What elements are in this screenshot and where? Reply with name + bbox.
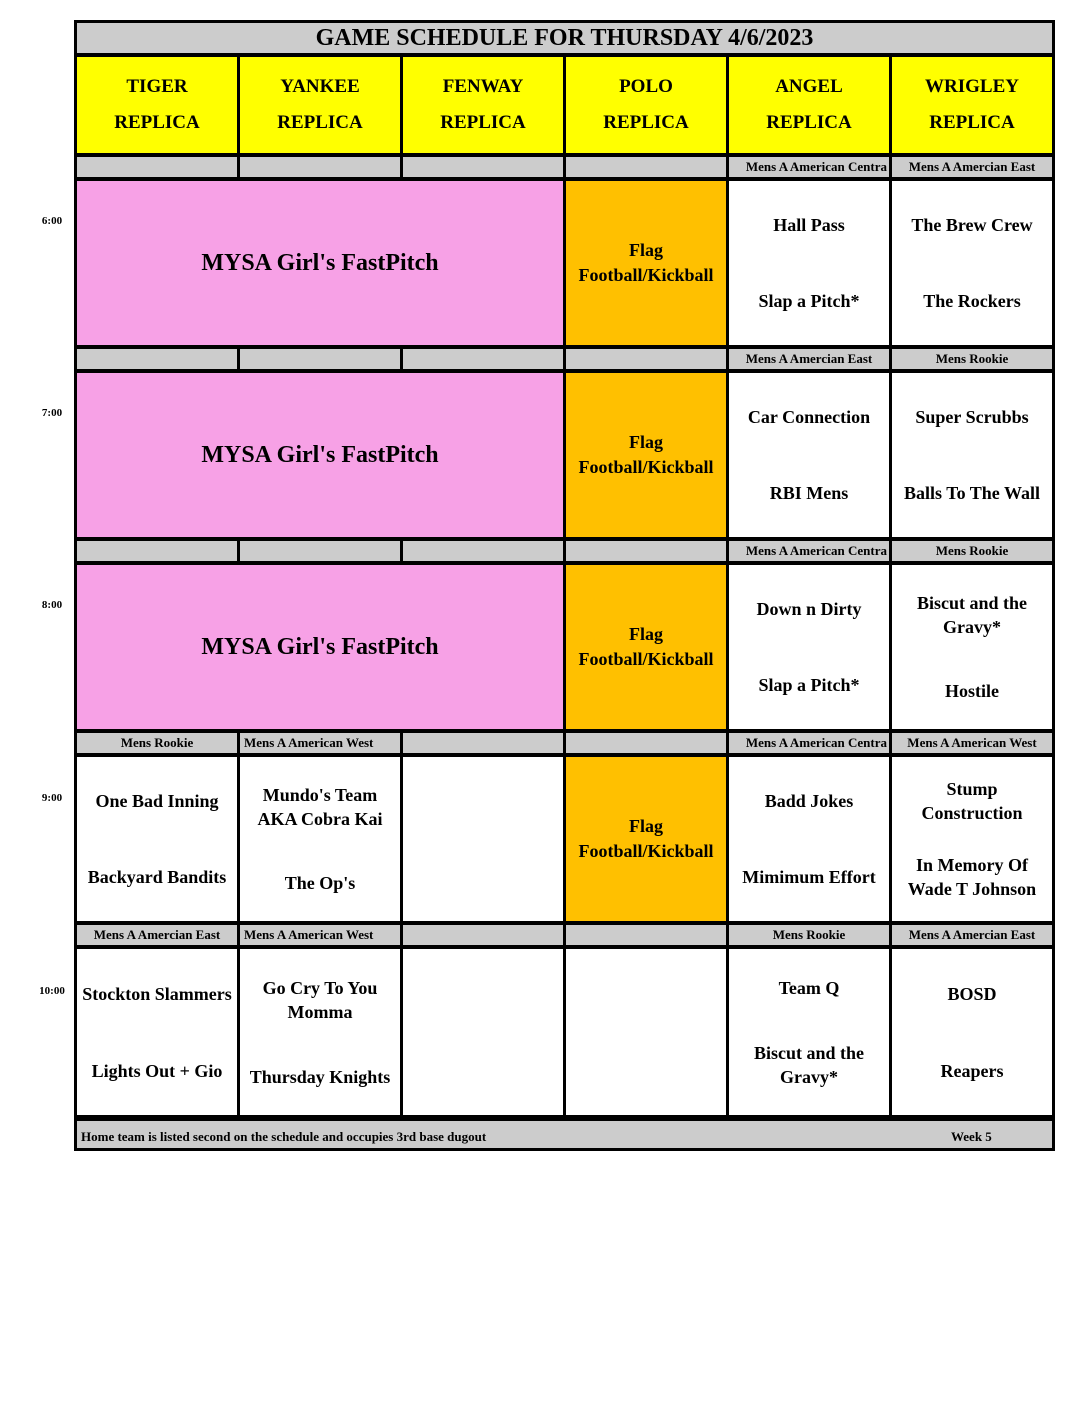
away-team: Down n Dirty: [756, 599, 862, 619]
away-team: Biscut and the Gravy*: [916, 593, 1028, 637]
field-name: ANGEL: [775, 76, 843, 97]
page-title: GAME SCHEDULE FOR THURSDAY 4/6/2023: [74, 20, 1055, 56]
flag-football-block: Flag Football/Kickball: [563, 178, 729, 348]
field-header-tiger: [74, 54, 240, 156]
game-cell-angel: [726, 946, 892, 1118]
home-team: In Memory Of Wade T Johnson: [907, 855, 1037, 899]
field-header-wrigley: [889, 54, 1055, 156]
division-label: Mens A Amercian East: [74, 922, 240, 948]
division-label: Mens A American Centra: [726, 154, 892, 180]
away-team: BOSD: [947, 983, 997, 1004]
division-label: [563, 922, 729, 948]
away-team: Mundo's Team AKA Cobra Kai: [257, 785, 383, 829]
division-label: [563, 346, 729, 372]
footer-bar: [74, 1118, 1055, 1151]
division-label: [74, 154, 240, 180]
game-cell-wrigley: [889, 178, 1055, 348]
empty-cell-polo: [563, 946, 729, 1118]
home-team: Hostile: [945, 681, 999, 701]
home-team: Reapers: [940, 1060, 1004, 1081]
home-team: Lights Out + Gio: [91, 1060, 223, 1081]
game-cell-wrigley: [889, 370, 1055, 540]
empty-cell-fenway: [400, 754, 566, 924]
division-label: [400, 346, 566, 372]
time-label: 6:00: [41, 215, 63, 227]
game-cell-angel: [726, 178, 892, 348]
division-label: Mens Rookie: [74, 730, 240, 756]
division-label: Mens A Amercian East: [889, 922, 1055, 948]
time-label: 8:00: [41, 599, 63, 611]
time-label: 10:00: [39, 985, 65, 997]
division-label: Mens A American Centra: [726, 730, 892, 756]
division-label: Mens A Amercian East: [889, 154, 1055, 180]
field-sub: REPLICA: [277, 112, 363, 133]
flag-football-block: Flag Football/Kickball: [563, 754, 729, 924]
game-cell-yankee: [237, 946, 403, 1118]
home-team: Backyard Bandits: [87, 867, 227, 887]
division-label: [74, 346, 240, 372]
game-cell-wrigley: [889, 946, 1055, 1118]
time-label: 7:00: [41, 407, 63, 419]
game-cell-wrigley: [889, 754, 1055, 924]
home-team: RBI Mens: [769, 483, 849, 503]
away-team: Stump Construction: [921, 779, 1023, 823]
division-label: [563, 154, 729, 180]
home-team: Balls To The Wall: [904, 483, 1040, 503]
game-cell-angel: [726, 754, 892, 924]
division-label: [400, 730, 566, 756]
game-cell-tiger: [74, 754, 240, 924]
home-team: The Rockers: [923, 291, 1021, 311]
game-cell-yankee: [237, 754, 403, 924]
flag-football-block: Flag Football/Kickball: [563, 370, 729, 540]
field-header-yankee: [237, 54, 403, 156]
division-label: Mens A American Centra: [726, 538, 892, 564]
mysa-block: MYSA Girl's FastPitch: [74, 562, 566, 732]
time-label: 9:00: [41, 792, 63, 804]
home-team: Slap a Pitch*: [758, 291, 860, 311]
field-header-angel: [726, 54, 892, 156]
division-label: Mens A Amercian East: [726, 346, 892, 372]
division-label: [563, 538, 729, 564]
field-header-fenway: [400, 54, 566, 156]
field-name: POLO: [619, 76, 673, 97]
division-label: [563, 730, 729, 756]
away-team: Go Cry To You Momma: [262, 977, 378, 1022]
field-name: TIGER: [126, 76, 188, 97]
home-team: Slap a Pitch*: [758, 675, 860, 695]
mysa-block: MYSA Girl's FastPitch: [74, 370, 566, 540]
away-team: Hall Pass: [773, 215, 845, 235]
division-label: [400, 154, 566, 180]
game-cell-wrigley: [889, 562, 1055, 732]
empty-cell-fenway: [400, 946, 566, 1118]
home-team: Biscut and the Gravy*: [753, 1042, 865, 1087]
division-label: [400, 922, 566, 948]
field-sub: REPLICA: [114, 112, 200, 133]
division-label: [237, 346, 403, 372]
division-label: [237, 538, 403, 564]
game-cell-angel: [726, 370, 892, 540]
home-team-note: Home team is listed second on the schedule and occupies 3rd base dugout: [81, 1129, 487, 1144]
home-team: Mimimum Effort: [742, 867, 876, 887]
away-team: The Brew Crew: [911, 215, 1033, 235]
field-sub: REPLICA: [440, 112, 526, 133]
division-label: Mens A American West: [889, 730, 1055, 756]
game-cell-tiger: [74, 946, 240, 1118]
division-label: Mens Rookie: [726, 922, 892, 948]
week-label: Week 5: [951, 1129, 992, 1144]
division-label: Mens Rookie: [889, 346, 1055, 372]
flag-football-block: Flag Football/Kickball: [563, 562, 729, 732]
away-team: Super Scrubbs: [915, 407, 1029, 427]
field-name: WRIGLEY: [925, 76, 1019, 97]
field-header-polo: [563, 54, 729, 156]
division-label: [74, 538, 240, 564]
division-label: [237, 154, 403, 180]
division-label: Mens Rookie: [889, 538, 1055, 564]
away-team: Badd Jokes: [764, 791, 854, 811]
away-team: Stockton Slammers: [82, 983, 232, 1004]
field-sub: REPLICA: [929, 112, 1015, 133]
division-label: [400, 538, 566, 564]
game-cell-angel: [726, 562, 892, 732]
away-team: One Bad Inning: [95, 791, 219, 811]
division-label: Mens A American West: [237, 730, 403, 756]
home-team: Thursday Knights: [249, 1066, 391, 1087]
away-team: Team Q: [778, 977, 840, 998]
division-label: Mens A American West: [237, 922, 403, 948]
field-name: FENWAY: [442, 76, 524, 97]
field-name: YANKEE: [280, 76, 360, 97]
mysa-block: MYSA Girl's FastPitch: [74, 178, 566, 348]
home-team: The Op's: [284, 873, 356, 893]
field-sub: REPLICA: [603, 112, 689, 133]
field-sub: REPLICA: [766, 112, 852, 133]
away-team: Car Connection: [747, 407, 871, 427]
